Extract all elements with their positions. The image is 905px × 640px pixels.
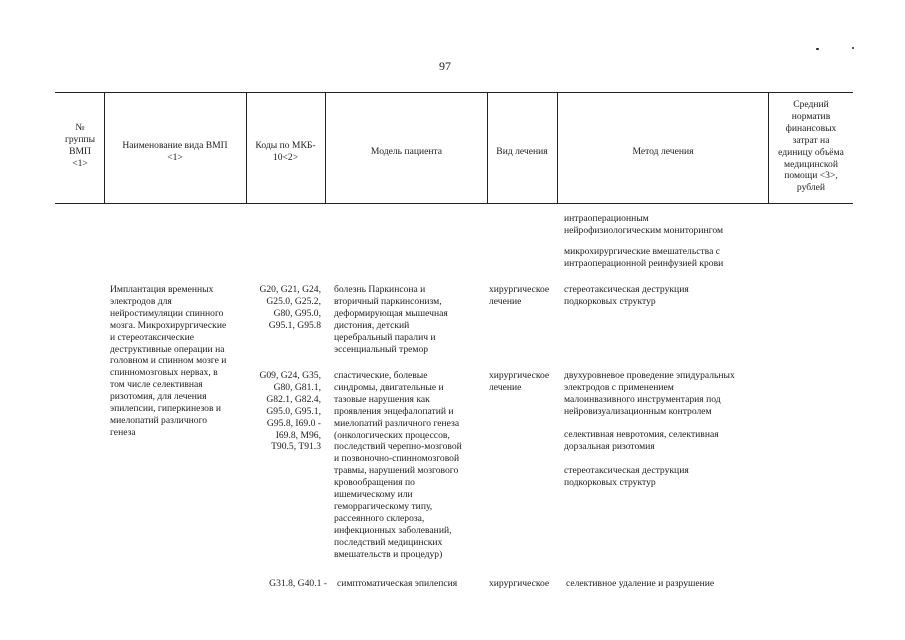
treatment-method-cell: селективная невротомия, селективная дорзальная ризотомия xyxy=(564,429,719,452)
header-avg-cost: Средний норматив финансовых затрат на единицу объёма медицинской помощи <3>, рублей xyxy=(778,99,844,194)
treatment-method-cell: стереотаксическая деструкция подкорковых структур xyxy=(564,465,689,488)
header-patient-model: Модель пациента xyxy=(370,146,443,157)
column-divider xyxy=(325,93,326,203)
continued-method-1: интраоперационным нейрофизиологическим мониторингом xyxy=(564,213,724,236)
treatment-type-cell: хирургическое xyxy=(489,578,550,589)
header-treatment-type: Вид лечения xyxy=(496,146,548,157)
page-number: 97 xyxy=(439,59,451,73)
header-vmp-name: Наименование вида ВМП <1> xyxy=(122,140,228,163)
patient-model-cell: симптоматическая эпилепсия xyxy=(337,578,458,589)
patient-model-cell: спастические, болевые синдромы, двигательные и тазовые нарушения как проявления энцефалопатий и миелопатий различного генеза (онкологических процессов, последствий черепно-мозговой и позвоночно-спинномозговой травмы, нарушений мозгового кровообращения по ишемическому или геморрагическому типу, рассеянного склероза, инфекционных заболеваний, последствий медицинских вмешательств и процедур) xyxy=(334,370,462,560)
treatment-method-cell: двухуровневое проведение эпидуральных электродов с применением малоинвазивного инструментария под нейровизуализационным контролем xyxy=(564,370,735,417)
table-header-bottom-rule xyxy=(55,203,853,204)
scan-speck xyxy=(852,47,854,49)
header-icd-codes: Коды по МКБ- 10<2> xyxy=(255,140,316,163)
treatment-type-cell: хирургическое лечение xyxy=(489,370,550,393)
continued-method-2: микрохирургические вмешательства с интраоперационной реинфузией крови xyxy=(564,246,724,269)
column-divider xyxy=(104,93,105,203)
column-divider xyxy=(768,93,769,203)
vmp-name-cell: Имплантация временных электродов для нейростимуляции спинного мозга. Микрохирургические и стереотаксические деструктивные операции на головном и спинном мозге и спинномозговых нервах, в том числе селективная ризотомия, для лечения эпилепсии, гиперкинезов и миелопатий различного генеза xyxy=(110,284,227,438)
treatment-method-cell: стереотаксическая деструкция подкорковых структур xyxy=(564,284,689,307)
icd-codes-cell: G20, G21, G24, G25.0, G25.2, G80, G95.0, G95.1, G95.8 xyxy=(259,284,321,331)
column-divider xyxy=(557,93,558,203)
patient-model-cell: болезнь Паркинсона и вторичный паркинсонизм, деформирующая мышечная дистония, детский церебральный паралич и эссенциальный тремор xyxy=(334,284,448,355)
table-top-rule xyxy=(55,92,853,93)
treatment-type-cell: хирургическое лечение xyxy=(489,284,550,307)
header-group-no: № группы ВМП <1> xyxy=(64,122,96,169)
icd-codes-cell: G31.8, G40.1 - xyxy=(269,578,327,589)
header-treatment-method: Метод лечения xyxy=(632,146,694,157)
icd-codes-cell: G09, G24, G35, G80, G81.1, G82.1, G82.4, G95.0, G95.1, G95.8, I69.0 - I69.8, M96, T90.5, T91.3 xyxy=(259,370,321,453)
scan-speck xyxy=(816,48,819,50)
treatment-method-cell: селективное удаление и разрушение xyxy=(566,578,715,589)
